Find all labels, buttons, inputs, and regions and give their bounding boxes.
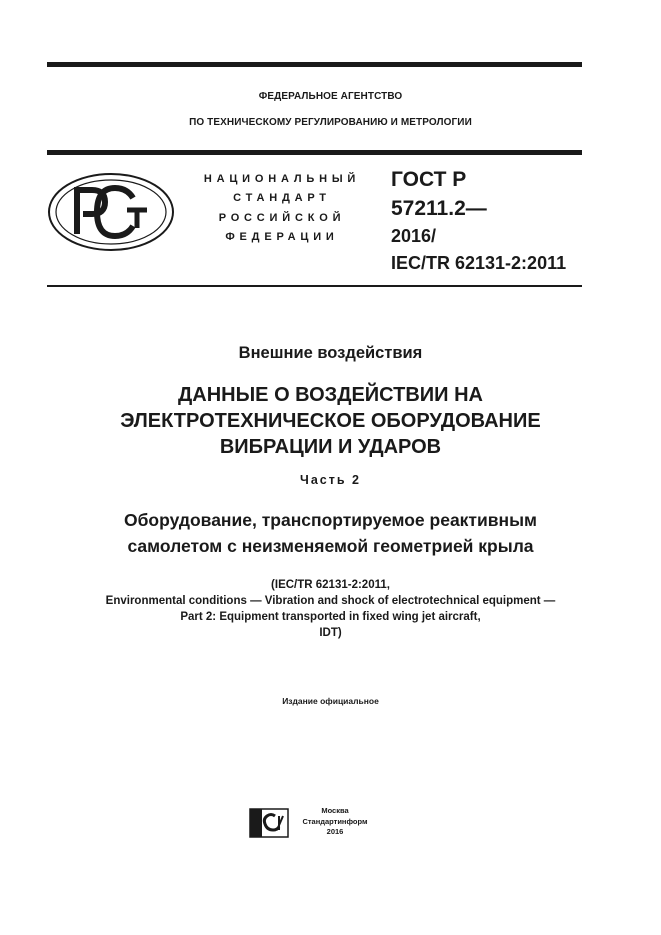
national-line-2: СТАНДАРТ [233, 192, 331, 205]
gost-line-4: IEC/TR 62131-2:2011 [391, 253, 567, 273]
iec-line-1: (IEC/TR 62131-2:2011, [271, 579, 390, 591]
national-line-1: НАЦИОНАЛЬНЫЙ [203, 173, 361, 185]
iec-reference [0, 577, 661, 641]
iec-line-3: Part 2: Equipment transported in fixed wing jet aircraft, [180, 611, 481, 623]
title-line-3: ВИБРАЦИИ И УДАРОВ [219, 436, 442, 458]
publisher-info [292, 806, 378, 838]
national-line-3: РОССИЙСКОЙ [218, 211, 346, 224]
part-label: Часть 2 [300, 473, 361, 487]
subtitle-line-2: самолетом с неизменяемой геометрией крыла [127, 536, 534, 556]
publisher-year: 2016 [326, 827, 344, 836]
subtitle-line-1: Оборудование, транспортируемое реактивным [124, 510, 537, 530]
agency-line-2: ПО ТЕХНИЧЕСКОМУ РЕГУЛИРОВАНИЮ И МЕТРОЛОГИИ [189, 117, 472, 128]
title-line-1: ДАННЫЕ О ВОЗДЕЙСТВИИ НА [178, 384, 483, 406]
iec-line-4: IDT) [319, 627, 342, 639]
national-standard-label [168, 170, 396, 247]
standartinform-logo-icon [249, 808, 289, 838]
gost-line-3: 2016/ [391, 226, 437, 246]
title-line-2: ЭЛЕКТРОТЕХНИЧЕСКОЕ ОБОРУДОВАНИЕ [120, 410, 541, 432]
subject-heading: Внешние воздействия [238, 344, 423, 362]
publisher-city: Москва [321, 806, 349, 815]
iec-line-2: Environmental conditions — Vibration and shock of electrotechnical equipment — [105, 595, 556, 607]
gost-line-2: 57211.2— [391, 197, 487, 220]
gost-line-1: ГОСТ Р [391, 168, 467, 191]
block-rule [47, 285, 582, 287]
agency-line-1: ФЕДЕРАЛЬНОЕ АГЕНТСТВО [258, 91, 403, 102]
publisher-name: Стандартинформ [302, 816, 368, 826]
national-line-4: ФЕДЕРАЦИИ [225, 230, 339, 243]
gost-r-logo-icon [47, 172, 175, 252]
top-rule [47, 62, 582, 67]
subtitle [0, 507, 661, 559]
header-rule [47, 150, 582, 155]
edition-label: Издание официальное [282, 696, 379, 706]
main-title [0, 382, 661, 460]
